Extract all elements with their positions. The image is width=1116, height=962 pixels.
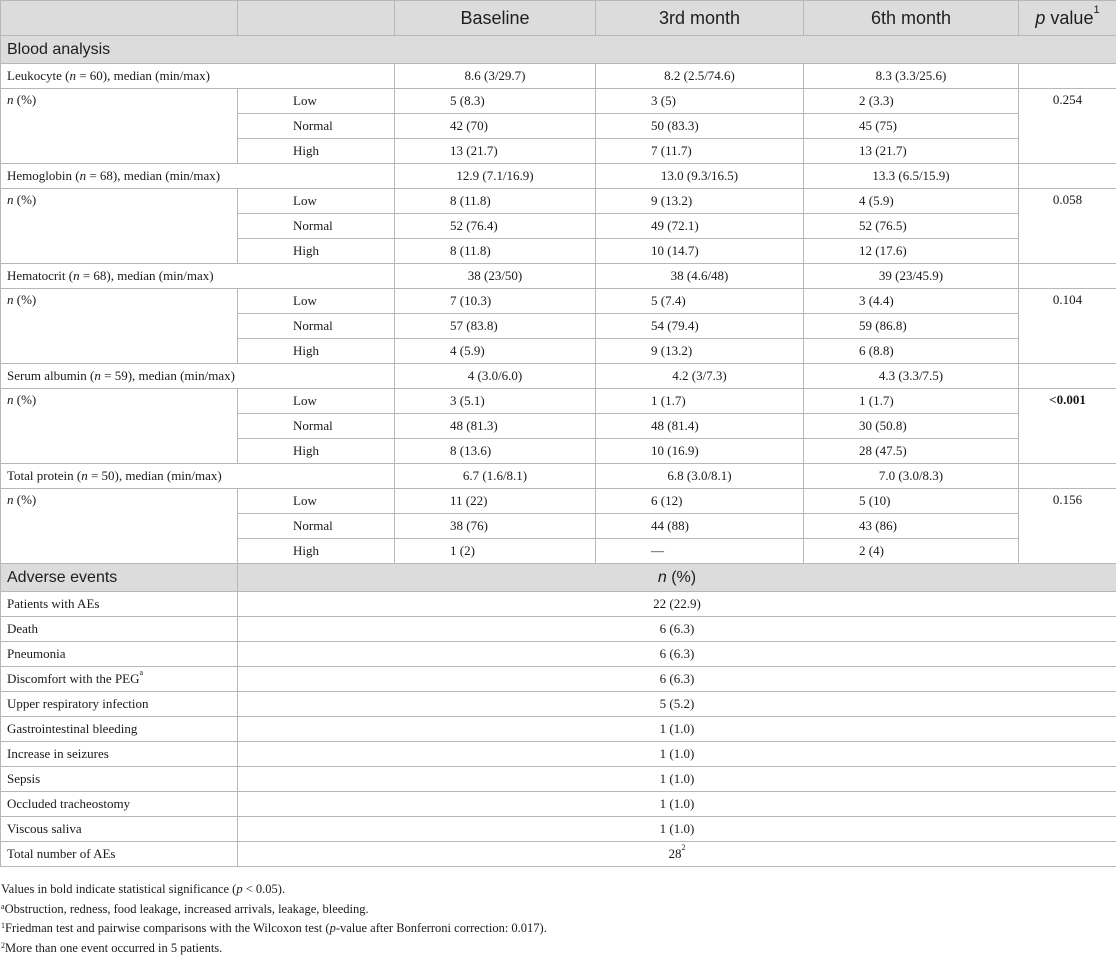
median-value: 4 (3.0/6.0) — [395, 364, 596, 389]
median-value: 12.9 (7.1/16.9) — [395, 164, 596, 189]
level-value: 12 (17.6) — [804, 239, 1019, 264]
ae-value-text: 22 (22.9) — [653, 596, 701, 611]
p-value: 0.104 — [1019, 289, 1116, 364]
level-value: 1 (2) — [395, 539, 596, 564]
measure-label: Serum albumin ( — [7, 368, 95, 383]
median-value: 7.0 (3.0/8.3) — [804, 464, 1019, 489]
p-value: <0.001 — [1019, 389, 1116, 464]
level-value: 8 (11.8) — [395, 189, 596, 214]
level-value: 3 (5.1) — [395, 389, 596, 414]
median-value: 38 (23/50) — [395, 264, 596, 289]
level-row — [1, 89, 1116, 114]
median-value: 38 (4.6/48) — [596, 264, 804, 289]
n-percent-label — [1, 389, 238, 464]
ae-row — [1, 842, 1116, 867]
measure-median-row — [1, 464, 1116, 489]
median-value: 13.3 (6.5/15.9) — [804, 164, 1019, 189]
ae-label-text: Gastrointestinal bleeding — [7, 721, 138, 736]
ae-row — [1, 642, 1116, 667]
ae-value-text: 6 (6.3) — [659, 671, 695, 686]
n-percent-rest: (%) — [13, 392, 37, 407]
ae-label — [1, 642, 238, 667]
footnote-bold: Values in bold indicate statistical significance (p < 0.05). — [1, 882, 286, 896]
ae-label-text: Discomfort with the PEG — [7, 671, 140, 686]
measure-n-rest: = 68), median (min/max) — [86, 168, 221, 183]
level-value: 10 (16.9) — [596, 439, 804, 464]
level-label: High — [238, 439, 395, 464]
ae-value — [238, 742, 1116, 767]
measure-n-rest: = 68), median (min/max) — [79, 268, 214, 283]
level-value: 6 (12) — [596, 489, 804, 514]
ae-row — [1, 717, 1116, 742]
level-value: — — [596, 539, 804, 564]
measure-n-letter: n — [69, 68, 76, 83]
header-6th-month: 6th month — [804, 1, 1019, 36]
ae-label — [1, 817, 238, 842]
median-p-blank — [1019, 464, 1116, 489]
ae-label-sup: a — [139, 668, 144, 677]
level-value: 8 (13.6) — [395, 439, 596, 464]
level-row — [1, 189, 1116, 214]
level-value: 2 (3.3) — [804, 89, 1019, 114]
level-value: 45 (75) — [804, 114, 1019, 139]
ae-value — [238, 817, 1116, 842]
level-value: 44 (88) — [596, 514, 804, 539]
ae-value-text: 5 (5.2) — [659, 696, 695, 711]
level-label: Low — [238, 389, 395, 414]
ae-value-text: 1 (1.0) — [659, 771, 695, 786]
level-value: 52 (76.5) — [804, 214, 1019, 239]
measure-n-rest: = 50), median (min/max) — [87, 468, 222, 483]
ae-value-text: 1 (1.0) — [659, 821, 695, 836]
level-label: High — [238, 339, 395, 364]
median-value: 6.7 (1.6/8.1) — [395, 464, 596, 489]
level-value: 8 (11.8) — [395, 239, 596, 264]
level-value: 54 (79.4) — [596, 314, 804, 339]
n-letter: n — [7, 492, 14, 507]
level-value: 30 (50.8) — [804, 414, 1019, 439]
measure-label: Hematocrit ( — [7, 268, 74, 283]
ae-value-text: 28 — [668, 846, 682, 861]
level-value: 9 (13.2) — [596, 189, 804, 214]
level-label: Low — [238, 289, 395, 314]
level-row — [1, 389, 1116, 414]
section-title-blood: Blood analysis — [1, 36, 1116, 64]
n-letter: n — [7, 292, 14, 307]
ae-label — [1, 842, 238, 867]
header-p-value-sup: 1 — [1093, 3, 1100, 16]
n-letter: n — [7, 92, 14, 107]
measure-name — [1, 364, 395, 389]
measure-label: Hemoglobin ( — [7, 168, 80, 183]
level-label: Normal — [238, 214, 395, 239]
footnote-2: $^2$More than one event occurred in 5 patients. — [1, 940, 223, 955]
n-percent-label — [1, 489, 238, 564]
ae-value — [238, 592, 1116, 617]
level-value: 1 (1.7) — [804, 389, 1019, 414]
header-blank-2 — [238, 1, 395, 36]
level-value: 57 (83.8) — [395, 314, 596, 339]
level-value: 5 (7.4) — [596, 289, 804, 314]
level-value: 48 (81.3) — [395, 414, 596, 439]
level-label: High — [238, 239, 395, 264]
ae-label-text: Death — [7, 621, 39, 636]
level-label: High — [238, 139, 395, 164]
level-label: Low — [238, 189, 395, 214]
measure-n-letter: n — [81, 468, 88, 483]
ae-label-text: Patients with AEs — [7, 596, 100, 611]
ae-header-rest: (%) — [666, 568, 697, 586]
measure-n-letter: n — [94, 368, 101, 383]
measure-name — [1, 64, 395, 89]
ae-row — [1, 617, 1116, 642]
measure-name — [1, 164, 395, 189]
level-value: 38 (76) — [395, 514, 596, 539]
p-value: 0.254 — [1019, 89, 1116, 164]
section-title-adverse-events: Adverse events — [1, 564, 238, 592]
n-percent-label — [1, 89, 238, 164]
ae-value-text: 1 (1.0) — [659, 721, 695, 736]
ae-value — [238, 692, 1116, 717]
ae-row — [1, 667, 1116, 692]
level-row — [1, 489, 1116, 514]
median-value: 6.8 (3.0/8.1) — [596, 464, 804, 489]
header-baseline: Baseline — [395, 1, 596, 36]
n-letter: n — [7, 192, 14, 207]
n-percent-rest: (%) — [13, 92, 37, 107]
median-value: 4.3 (3.3/7.5) — [804, 364, 1019, 389]
ae-value-text: 1 (1.0) — [659, 746, 695, 761]
ae-value — [238, 642, 1116, 667]
measure-n-rest: = 59), median (min/max) — [100, 368, 235, 383]
level-value: 13 (21.7) — [804, 139, 1019, 164]
level-value: 11 (22) — [395, 489, 596, 514]
measure-n-letter: n — [73, 268, 80, 283]
ae-label-text: Total number of AEs — [7, 846, 116, 861]
header-p-value-label: value — [1045, 7, 1094, 28]
level-value: 3 (5) — [596, 89, 804, 114]
header-3rd-month: 3rd month — [596, 1, 804, 36]
measure-median-row — [1, 264, 1116, 289]
ae-value-sup: 2 — [681, 843, 686, 852]
p-value: 0.058 — [1019, 189, 1116, 264]
level-value: 6 (8.8) — [804, 339, 1019, 364]
level-label: Normal — [238, 114, 395, 139]
ae-header-n-percent — [238, 564, 1116, 592]
n-percent-rest: (%) — [13, 192, 37, 207]
ae-row — [1, 817, 1116, 842]
median-value: 8.2 (2.5/74.6) — [596, 64, 804, 89]
measure-n-letter: n — [79, 168, 87, 183]
level-value: 50 (83.3) — [596, 114, 804, 139]
median-value: 8.3 (3.3/25.6) — [804, 64, 1019, 89]
ae-value-text: 6 (6.3) — [659, 646, 695, 661]
level-value: 2 (4) — [804, 539, 1019, 564]
ae-label-text: Occluded tracheostomy — [7, 796, 131, 811]
level-value: 9 (13.2) — [596, 339, 804, 364]
measure-median-row — [1, 164, 1116, 189]
level-value: 1 (1.7) — [596, 389, 804, 414]
level-value: 42 (70) — [395, 114, 596, 139]
ae-label — [1, 617, 238, 642]
level-value: 3 (4.4) — [804, 289, 1019, 314]
n-percent-label — [1, 289, 238, 364]
level-label: Low — [238, 489, 395, 514]
median-value: 4.2 (3/7.3) — [596, 364, 804, 389]
ae-value — [238, 717, 1116, 742]
measure-median-row — [1, 64, 1116, 89]
level-value: 7 (10.3) — [395, 289, 596, 314]
ae-row — [1, 767, 1116, 792]
level-value: 52 (76.4) — [395, 214, 596, 239]
ae-label — [1, 767, 238, 792]
ae-value — [238, 667, 1116, 692]
measure-name — [1, 264, 395, 289]
n-percent-rest: (%) — [13, 292, 37, 307]
n-letter: n — [7, 392, 14, 407]
median-p-blank — [1019, 364, 1116, 389]
header-p-letter: p — [1035, 7, 1046, 28]
table-header-row — [1, 1, 1116, 36]
level-value: 5 (10) — [804, 489, 1019, 514]
ae-row — [1, 792, 1116, 817]
level-value: 4 (5.9) — [804, 189, 1019, 214]
p-value: 0.156 — [1019, 489, 1116, 564]
ae-label — [1, 742, 238, 767]
footnote-a: $^a$Obstruction, redness, food leakage, increased arrivals, leakage, bleeding. — [1, 901, 369, 916]
level-value: 10 (14.7) — [596, 239, 804, 264]
header-p-value — [1019, 1, 1116, 36]
measure-n-rest: = 60), median (min/max) — [75, 68, 211, 83]
median-p-blank — [1019, 164, 1116, 189]
ae-label — [1, 692, 238, 717]
ae-row — [1, 592, 1116, 617]
ae-label — [1, 792, 238, 817]
ae-header-n: n — [657, 568, 667, 586]
ae-value — [238, 842, 1116, 867]
median-value: 13.0 (9.3/16.5) — [596, 164, 804, 189]
n-percent-label — [1, 189, 238, 264]
median-value: 39 (23/45.9) — [804, 264, 1019, 289]
level-value: 59 (86.8) — [804, 314, 1019, 339]
footnotes — [1, 880, 547, 958]
section-row-blood — [1, 36, 1116, 64]
median-p-blank — [1019, 264, 1116, 289]
level-value: 4 (5.9) — [395, 339, 596, 364]
ae-row — [1, 742, 1116, 767]
level-value: 43 (86) — [804, 514, 1019, 539]
ae-label-text: Viscous saliva — [7, 821, 82, 836]
level-label: Normal — [238, 414, 395, 439]
level-label: Low — [238, 89, 395, 114]
level-value: 48 (81.4) — [596, 414, 804, 439]
n-percent-rest: (%) — [13, 492, 37, 507]
ae-value — [238, 767, 1116, 792]
level-value: 7 (11.7) — [596, 139, 804, 164]
ae-label — [1, 717, 238, 742]
ae-label-text: Sepsis — [7, 771, 41, 786]
level-value: 5 (8.3) — [395, 89, 596, 114]
ae-value-text: 6 (6.3) — [659, 621, 695, 636]
ae-value-text: 1 (1.0) — [659, 796, 695, 811]
median-value: 8.6 (3/29.7) — [395, 64, 596, 89]
ae-label-text: Upper respiratory infection — [7, 696, 149, 711]
level-label: High — [238, 539, 395, 564]
level-label: Normal — [238, 514, 395, 539]
ae-row — [1, 692, 1116, 717]
ae-label-text: Pneumonia — [7, 646, 66, 661]
level-label: Normal — [238, 314, 395, 339]
measure-label: Total protein ( — [7, 468, 82, 483]
level-value: 13 (21.7) — [395, 139, 596, 164]
level-row — [1, 289, 1116, 314]
measure-label: Leukocyte ( — [7, 68, 70, 83]
median-p-blank — [1019, 64, 1116, 89]
level-value: 28 (47.5) — [804, 439, 1019, 464]
ae-value — [238, 792, 1116, 817]
measure-median-row — [1, 364, 1116, 389]
measure-name — [1, 464, 395, 489]
header-blank-1 — [1, 1, 238, 36]
ae-value — [238, 617, 1116, 642]
ae-label — [1, 667, 238, 692]
level-value: 49 (72.1) — [596, 214, 804, 239]
section-row-adverse-events — [1, 564, 1116, 592]
footnote-1: $^1$Friedman test and pairwise comparisons with the Wilcoxon test (p-value after Bonferroni correction: 0.017). — [1, 921, 547, 935]
ae-label-text: Increase in seizures — [7, 746, 109, 761]
ae-label — [1, 592, 238, 617]
